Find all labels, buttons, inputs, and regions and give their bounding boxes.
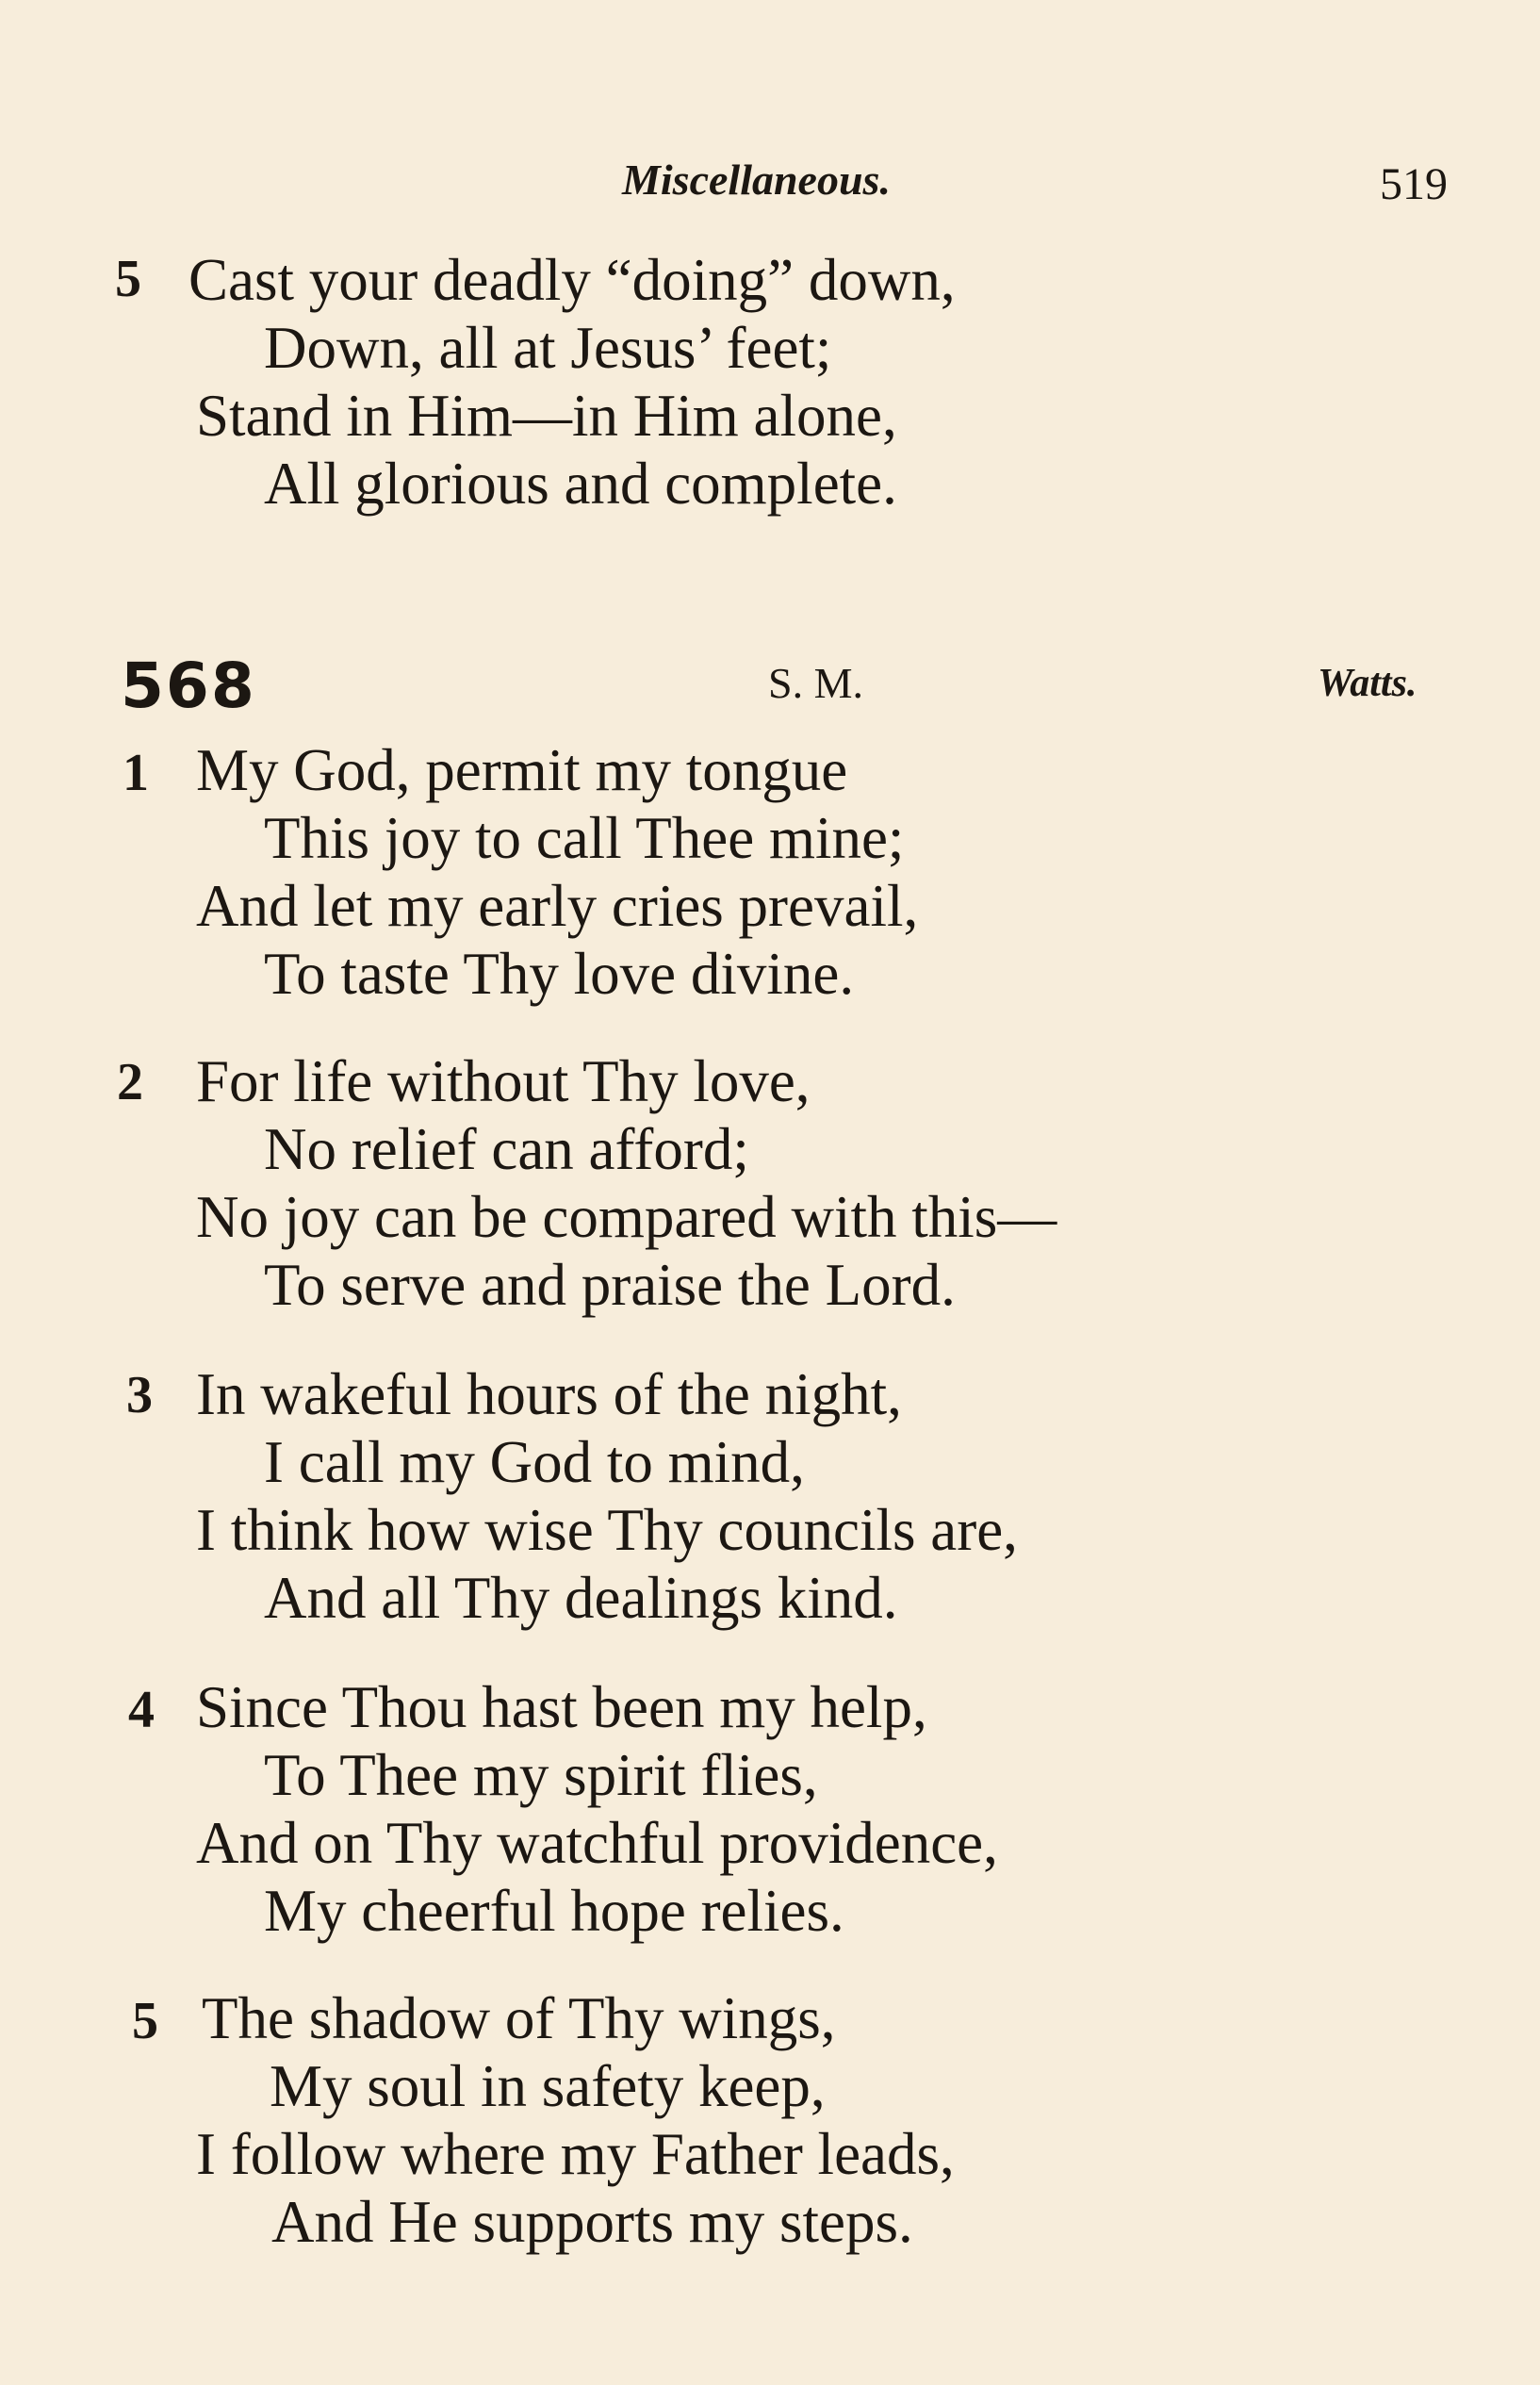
hymn-number: 568: [121, 650, 256, 722]
verse-line: My cheerful hope relies.: [264, 1878, 844, 1944]
verse-line: I think how wise Thy councils are,: [196, 1497, 1018, 1563]
verse-line: No joy can be compared with this—: [196, 1184, 1057, 1250]
verse-number: 2: [117, 1053, 143, 1111]
running-head: Miscellaneous.: [622, 156, 891, 204]
verse-line: To Thee my spirit flies,: [264, 1742, 818, 1808]
verse-line: And let my early cries prevail,: [196, 873, 919, 939]
verse-number: 3: [126, 1366, 153, 1424]
verse-number: 5: [115, 250, 141, 308]
verse-line: To serve and praise the Lord.: [264, 1252, 956, 1318]
page-header: [0, 155, 1540, 211]
verse-line: This joy to call Thee mine;: [264, 805, 905, 871]
verse-line: I call my God to mind,: [264, 1429, 805, 1495]
verse-line: The shadow of Thy wings,: [202, 1985, 836, 2051]
hymn-meter: S. M.: [768, 659, 863, 707]
verse-line: And He supports my steps.: [271, 2189, 913, 2255]
verse-line: And on Thy watchful providence,: [196, 1810, 998, 1876]
page-number: 519: [1380, 159, 1448, 209]
verse-number: 5: [132, 1992, 158, 2050]
verse-line: Down, all at Jesus’ feet;: [264, 315, 832, 381]
verse-line: No relief can afford;: [264, 1116, 749, 1182]
verse-line: Stand in Him—in Him alone,: [196, 383, 897, 449]
verse-line: In wakeful hours of the night,: [196, 1361, 902, 1427]
verse-line: Since Thou hast been my help,: [196, 1674, 927, 1740]
verse-line: Cast your deadly “doing” down,: [188, 247, 956, 313]
verse-number: 4: [128, 1681, 155, 1739]
verse-line: And all Thy dealings kind.: [264, 1565, 898, 1631]
verse-line: For life without Thy love,: [196, 1048, 811, 1114]
verse-line: My God, permit my tongue: [196, 737, 848, 803]
verse-line: I follow where my Father leads,: [196, 2121, 955, 2187]
verse-number: 1: [123, 744, 149, 802]
hymn-author: Watts.: [1318, 662, 1417, 705]
verse-line: All glorious and complete.: [264, 451, 897, 517]
verse-line: To taste Thy love divine.: [264, 941, 855, 1007]
verse-line: My soul in safety keep,: [270, 2053, 826, 2119]
